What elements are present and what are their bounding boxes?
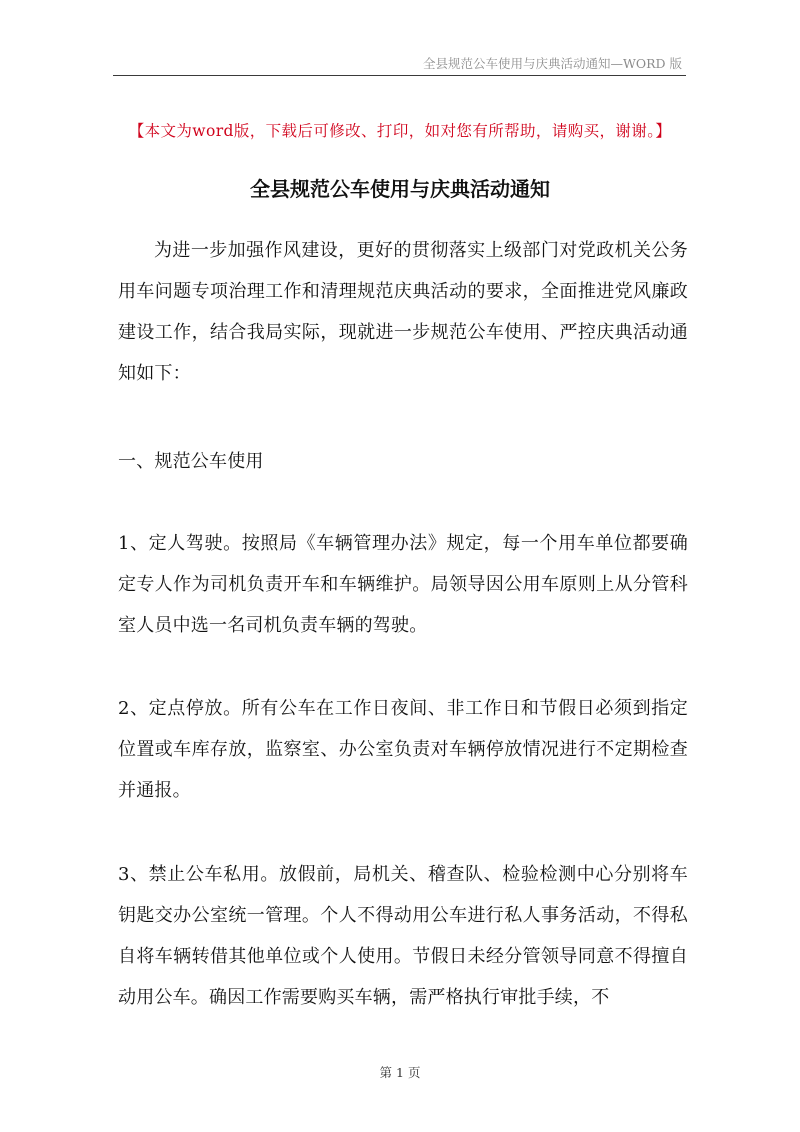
running-header: 全县规范公车使用与庆典活动通知—WORD 版 bbox=[422, 56, 682, 71]
section-heading-1: 一、规范公车使用 bbox=[118, 451, 264, 472]
purchase-notice: 【本文为word版，下载后可修改、打印，如对您有所帮助，请购买，谢谢。】 bbox=[128, 122, 672, 140]
page-number: 第 1 页 bbox=[379, 1065, 421, 1080]
item-paragraph-3: 3、禁止公车私用。放假前，局机关、稽查队、检验检测中心分别将车钥匙交办公室统一管理。个人不得动用公车进行私人事务活动，不得私自将车辆转借其他单位或个人使用。节假日未经分管领导同意不得擅自动用公车。确因工作需要购买车辆，需严格执行审批手续，不 bbox=[118, 864, 688, 1008]
item-paragraph-1: 1、定人驾驶。按照局《车辆管理办法》规定，每一个用车单位都要确定专人作为司机负责开车和车辆维护。局领导因公用车原则上从分管科室人员中选一名司机负责车辆的驾驶。 bbox=[118, 533, 688, 636]
header-divider bbox=[113, 75, 686, 76]
item-paragraph-2: 2、定点停放。所有公车在工作日夜间、非工作日和节假日必须到指定位置或车库存放，监察室、办公室负责对车辆停放情况进行不定期检查并通报。 bbox=[118, 698, 688, 801]
intro-paragraph: 为进一步加强作风建设，更好的贯彻落实上级部门对党政机关公务用车问题专项治理工作和清理规范庆典活动的要求，全面推进党风廉政建设工作，结合我局实际，现就进一步规范公车使用、严控庆典活动通知如下： bbox=[118, 240, 688, 384]
document-title: 全县规范公车使用与庆典活动通知 bbox=[250, 177, 550, 201]
